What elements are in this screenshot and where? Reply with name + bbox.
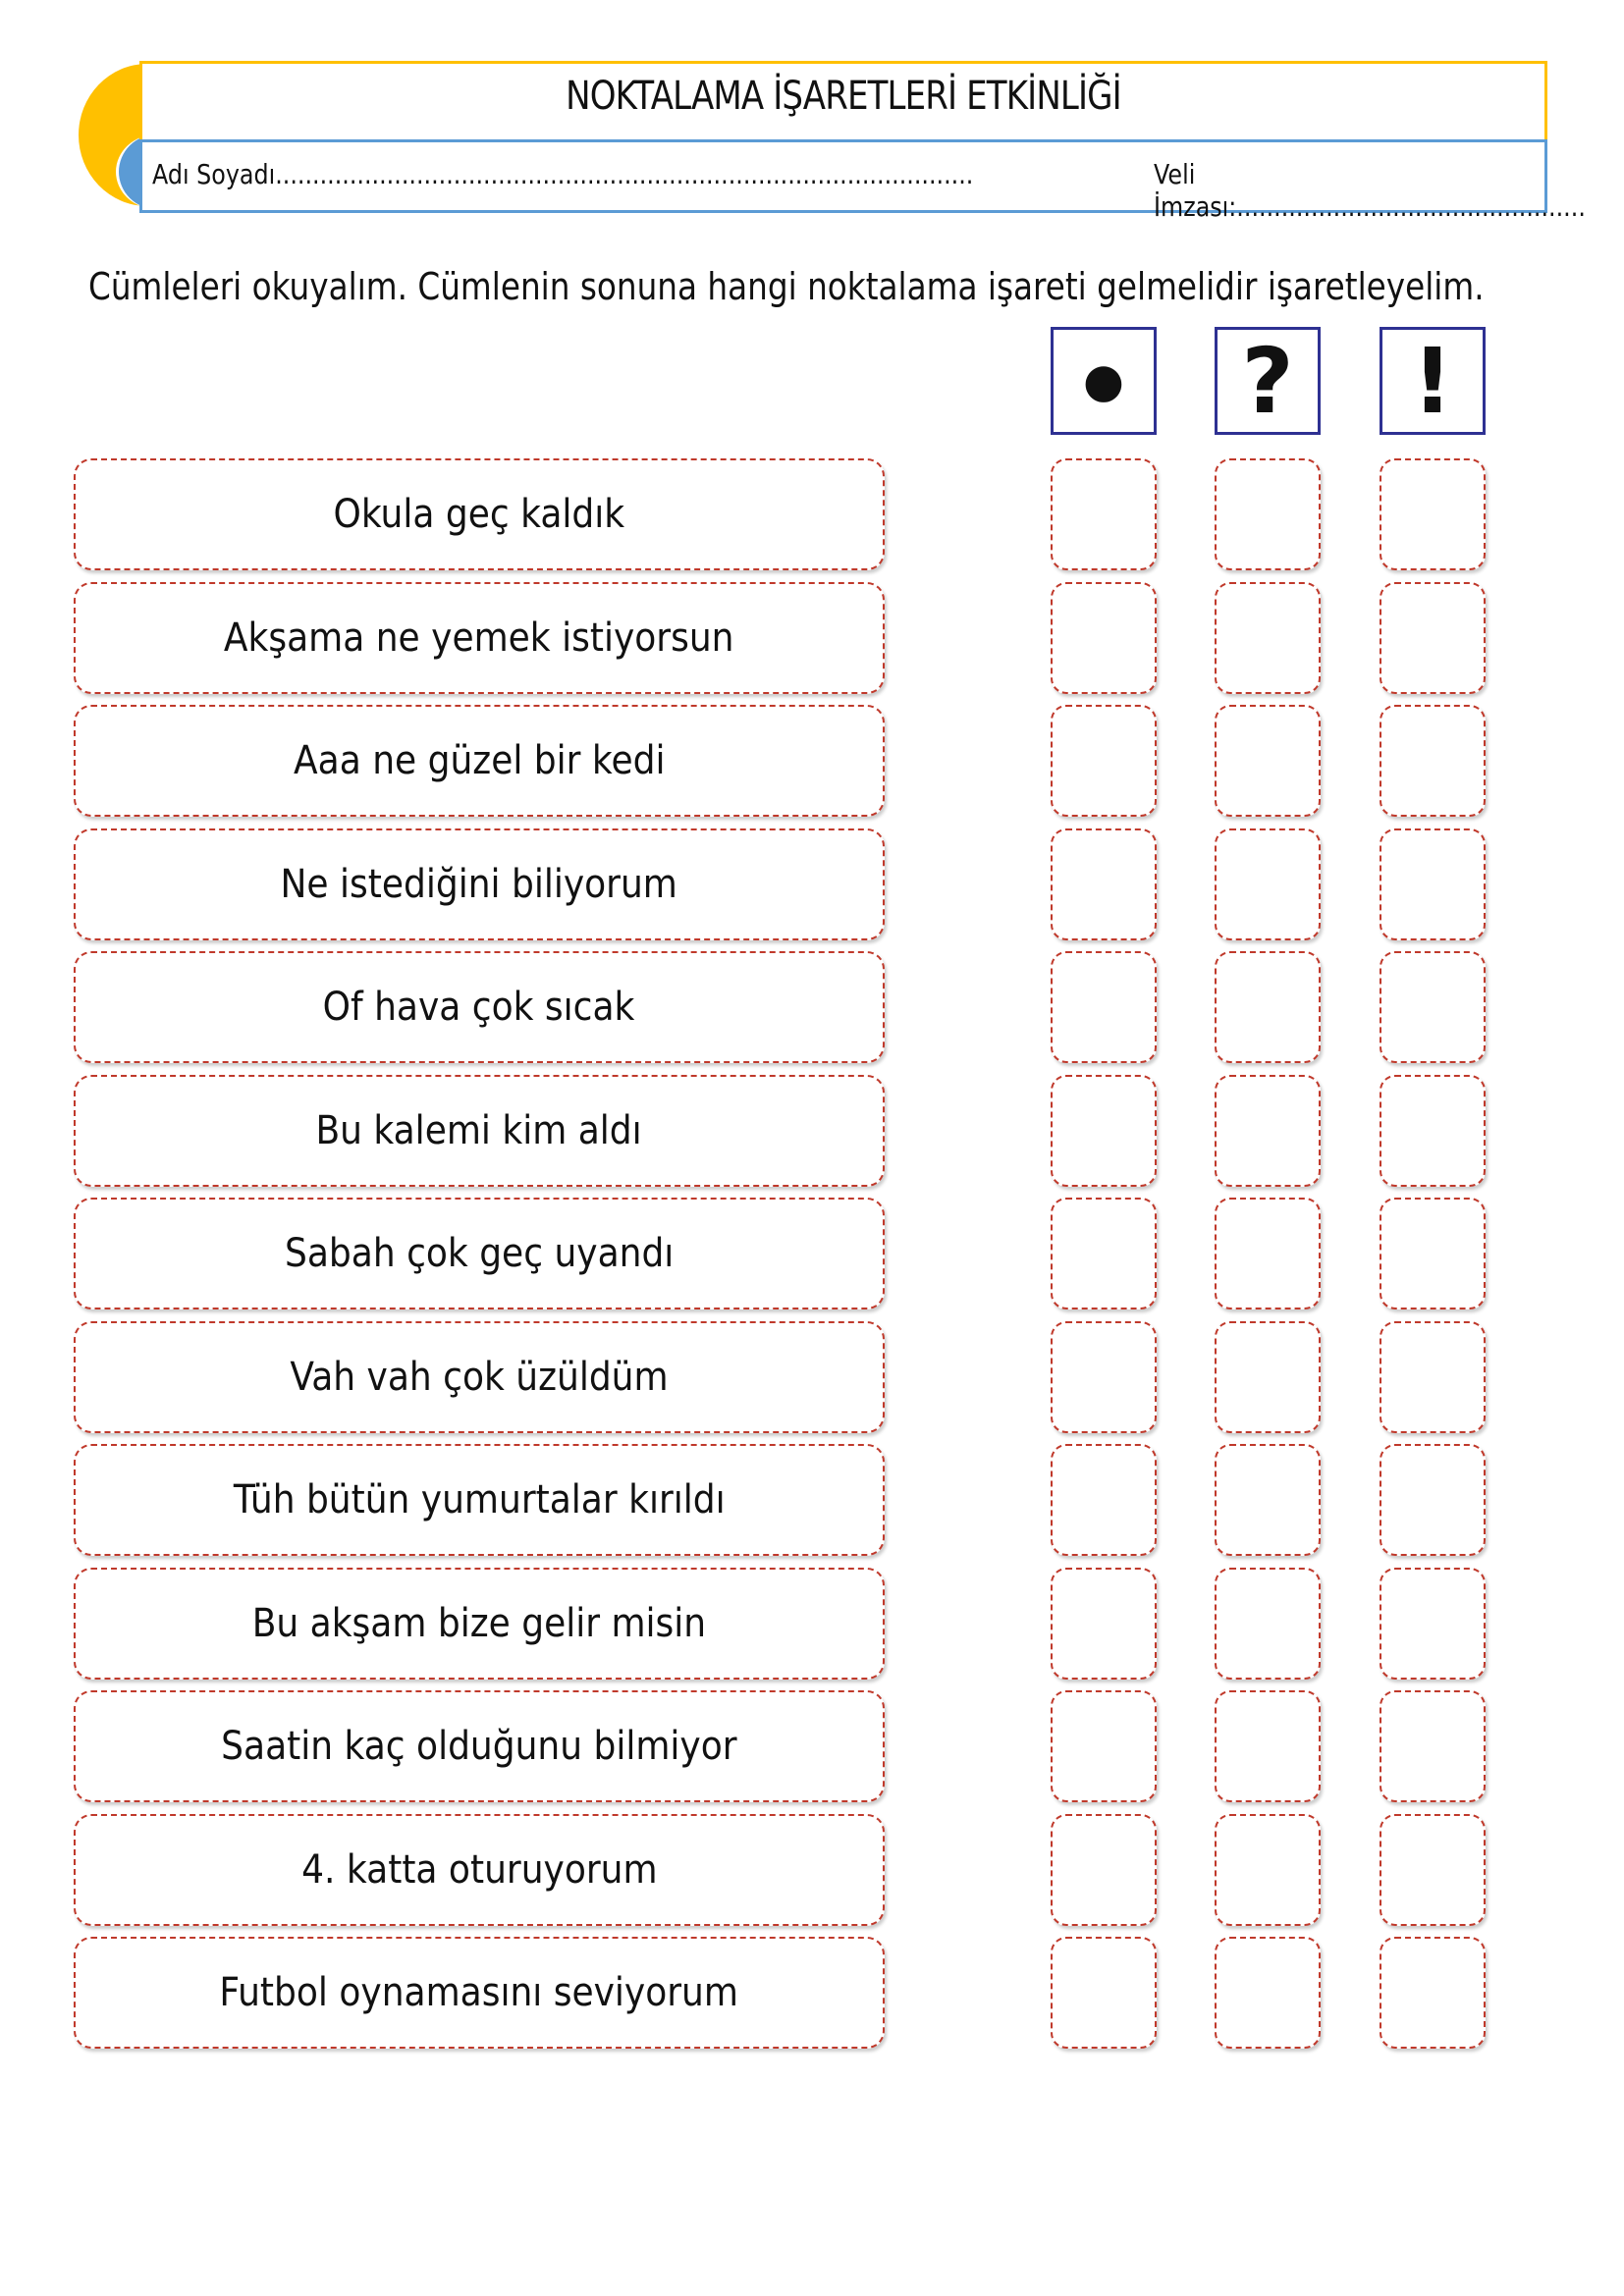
sentence-card — [74, 1075, 885, 1187]
answer-checkbox-question[interactable] — [1215, 951, 1321, 1063]
answer-checkbox-exclamation[interactable] — [1380, 1075, 1486, 1187]
answer-checkbox-exclamation[interactable] — [1380, 1198, 1486, 1309]
answer-checkbox-period[interactable] — [1051, 1937, 1157, 2049]
question-mark-icon: ? — [1215, 327, 1321, 435]
answer-checkbox-exclamation[interactable] — [1380, 1321, 1486, 1433]
sentence-text: Of hava çok sıcak — [323, 985, 635, 1030]
sentence-text: Saatin kaç olduğunu bilmiyor — [221, 1724, 737, 1769]
sentence-card — [74, 458, 885, 570]
exclamation-mark-icon: ! — [1380, 327, 1486, 435]
answer-checkbox-period[interactable] — [1051, 705, 1157, 817]
name-field[interactable]: Adı Soyadı.............................................................................................. — [152, 158, 974, 190]
answer-checkbox-question[interactable] — [1215, 705, 1321, 817]
answer-checkbox-question[interactable] — [1215, 1198, 1321, 1309]
sentence-text: Okula geç kaldık — [333, 492, 625, 537]
sentence-card — [74, 1568, 885, 1680]
sentence-card — [74, 951, 885, 1063]
sentence-card — [74, 1937, 885, 2049]
answer-checkbox-period[interactable] — [1051, 951, 1157, 1063]
answer-checkbox-exclamation[interactable] — [1380, 1568, 1486, 1680]
title-box — [139, 61, 1547, 143]
answer-checkbox-period[interactable] — [1051, 1690, 1157, 1802]
answer-checkbox-question[interactable] — [1215, 1690, 1321, 1802]
answer-checkbox-period[interactable] — [1051, 582, 1157, 694]
sentence-card — [74, 1321, 885, 1433]
sentence-text: Ne istediğini biliyorum — [280, 861, 678, 907]
answer-checkbox-exclamation[interactable] — [1380, 705, 1486, 817]
answer-checkbox-exclamation[interactable] — [1380, 1937, 1486, 2049]
sentence-card — [74, 582, 885, 694]
answer-checkbox-question[interactable] — [1215, 1444, 1321, 1556]
answer-checkbox-period[interactable] — [1051, 1444, 1157, 1556]
sentence-card — [74, 705, 885, 817]
parent-signature-field[interactable]: Veli İmzası:............................................... — [1154, 158, 1586, 223]
answer-checkbox-exclamation[interactable] — [1380, 1690, 1486, 1802]
student-info-box — [139, 139, 1586, 223]
sentence-text: Sabah çok geç uyandı — [284, 1231, 675, 1276]
answer-checkbox-question[interactable] — [1215, 458, 1321, 570]
page-title: NOKTALAMA İŞARETLERİ ETKİNLİĞİ — [566, 74, 1121, 119]
answer-checkbox-period[interactable] — [1051, 1075, 1157, 1187]
answer-checkbox-period[interactable] — [1051, 828, 1157, 940]
answer-checkbox-exclamation[interactable] — [1380, 458, 1486, 570]
sentence-card — [74, 1444, 885, 1556]
answer-checkbox-exclamation[interactable] — [1380, 1814, 1486, 1926]
answer-checkbox-question[interactable] — [1215, 1321, 1321, 1433]
sentence-text: Bu akşam bize gelir misin — [251, 1600, 707, 1646]
sentence-text: Aaa ne güzel bir kedi — [293, 738, 666, 783]
answer-checkbox-question[interactable] — [1215, 1937, 1321, 2049]
answer-checkbox-exclamation[interactable] — [1380, 1444, 1486, 1556]
answer-checkbox-exclamation[interactable] — [1380, 582, 1486, 694]
sentence-text: Akşama ne yemek istiyorsun — [224, 614, 734, 661]
sentence-text: Futbol oynamasını seviyorum — [219, 1970, 739, 2015]
answer-checkbox-period[interactable] — [1051, 1198, 1157, 1309]
answer-checkbox-question[interactable] — [1215, 1814, 1321, 1926]
answer-checkbox-exclamation[interactable] — [1380, 828, 1486, 940]
answer-checkbox-period[interactable] — [1051, 1568, 1157, 1680]
answer-checkbox-exclamation[interactable] — [1380, 951, 1486, 1063]
answer-checkbox-question[interactable] — [1215, 828, 1321, 940]
answer-checkbox-period[interactable] — [1051, 458, 1157, 570]
answer-checkbox-question[interactable] — [1215, 1568, 1321, 1680]
answer-checkbox-period[interactable] — [1051, 1321, 1157, 1433]
sentence-card — [74, 1690, 885, 1802]
sentence-text: 4. katta oturuyorum — [300, 1846, 658, 1893]
sentence-text: Vah vah çok üzüldüm — [290, 1354, 669, 1400]
answer-checkbox-question[interactable] — [1215, 1075, 1321, 1187]
sentence-text: Tüh bütün yumurtalar kırıldı — [233, 1477, 726, 1522]
sentence-text: Bu kalemi kim aldı — [315, 1107, 643, 1153]
sentence-card — [74, 1198, 885, 1309]
sentence-card — [74, 1814, 885, 1926]
period-icon: ● — [1051, 327, 1157, 435]
instruction-text: Cümleleri okuyalım. Cümlenin sonuna hangi noktalama işareti gelmelidir işaretleyelim. — [88, 265, 1485, 308]
answer-checkbox-period[interactable] — [1051, 1814, 1157, 1926]
answer-checkbox-question[interactable] — [1215, 582, 1321, 694]
sentence-card — [74, 828, 885, 940]
